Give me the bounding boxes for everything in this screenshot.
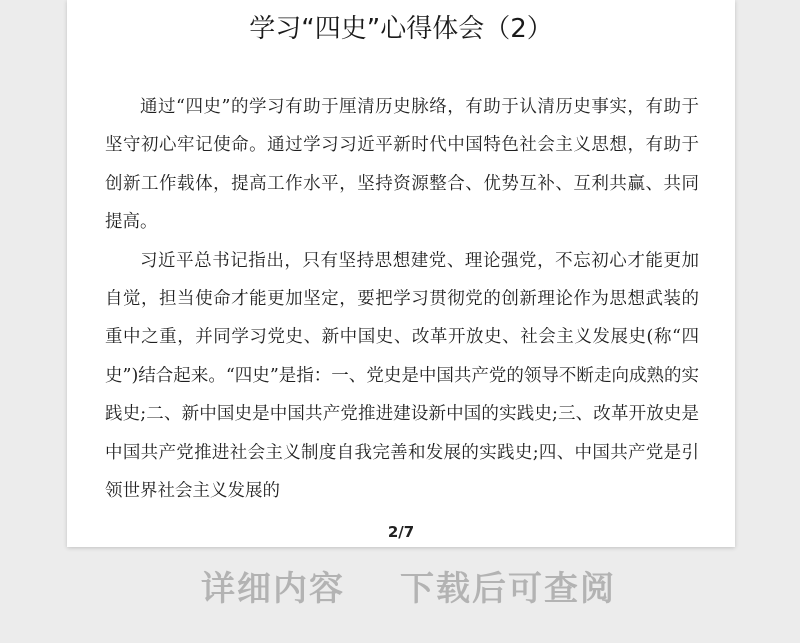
download-label[interactable]: 下载后可查阅 [400,569,616,609]
document-page [67,0,735,547]
document-title: 学习“四史”心得体会（2） [249,14,553,44]
document-body [105,88,699,510]
paragraph-2: 习近平总书记指出，只有坚持思想建党、理论强党，不忘初心才能更加自觉，担当使命才能更加坚定，要把学习贯彻党的创新理论作为思想武装的重中之重，并同学习党史、新中国史、改革开放史、社会主义发展史(称“四史”)结合起来。“四史”是指：一、党史是中国共产党的领导不断走向成熟的实践史;二、新中国史是中国共产党推进建设新中国的实践史;三、改革开放史是中国共产党推进社会主义制度自我完善和发展的实践史;四、中国共产党是引领世界社会主义发展的 [105,250,699,502]
page-indicator: 2/7 [387,523,415,541]
details-label[interactable]: 详细内容 [201,569,345,609]
footer-banner [0,565,800,615]
paragraph-1: 通过“四史”的学习有助于厘清历史脉络，有助于认清历史事实，有助于坚守初心牢记使命。通过学习习近平新时代中国特色社会主义思想，有助于创新工作载体，提高工作水平，坚持资源整合、优势互补、互利共赢、共同提高。 [105,97,699,233]
